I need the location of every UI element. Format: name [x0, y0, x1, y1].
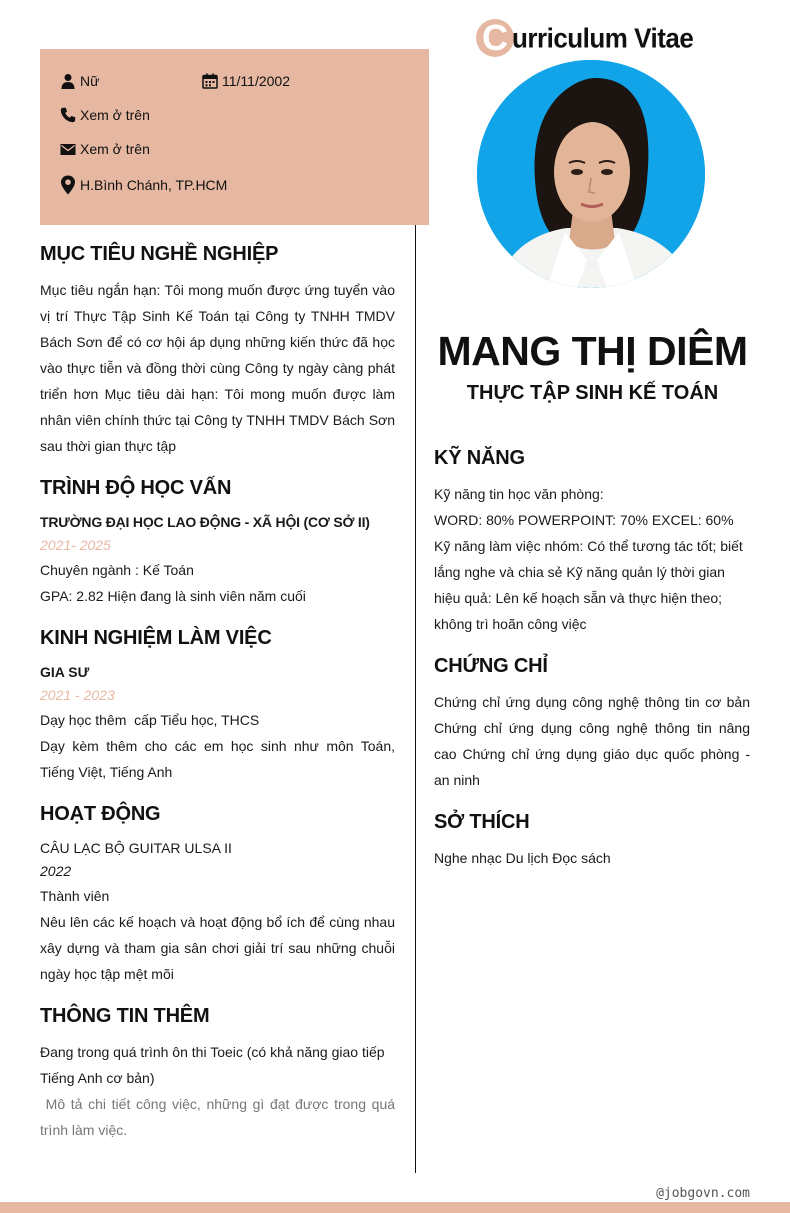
phone-icon [60, 107, 76, 123]
hobbies-text: Nghe nhạc Du lịch Đọc sách [434, 850, 611, 866]
certificates-text: Chứng chỉ ứng dụng công nghệ thông tin cơ bản Chứng chỉ ứng dụng công nghệ thông tin nâng cao Chứng chỉ ứng dụng giáo dục quốc phòng - an ninh [434, 694, 750, 788]
education-title: TRÌNH ĐỘ HỌC VẤN [40, 477, 232, 499]
gender-value: Nữ [80, 73, 100, 89]
phone-row [60, 107, 150, 123]
experience-line-1: Dạy học thêm cấp Tiểu học, THCS [40, 712, 260, 728]
hobbies-title: SỞ THÍCH [434, 811, 530, 833]
additional-text: Đang trong quá trình ôn thi Toeic (có khả năng giao tiếp Tiếng Anh cơ bản) [40, 1044, 385, 1086]
education-gpa: GPA: 2.82 Hiện đang là sinh viên năm cuối [40, 588, 306, 604]
objective-text: Mục tiêu ngắn hạn: Tôi mong muốn được ứng tuyển vào vị trí Thực Tập Sinh Kế Toán tại Công ty TNHH TMDV Bách Sơn để có cơ hội áp dụng những kiến thức đã học vào thực tiễn và đồng thời cùng Công ty ngày càng phát triển hơn Mục tiêu dài hạn: Tôi mong muốn được làm nhân viên chính thức tại Công ty TNHH TMDV Bách Sơn sau thời gian thực tập [40, 282, 395, 454]
location-pin-icon [60, 175, 76, 195]
mail-icon [60, 141, 76, 157]
education-major: Chuyên ngành : Kế Toán [40, 562, 194, 578]
activities-title: HOẠT ĐỘNG [40, 803, 161, 825]
watermark: @jobgovn.com [656, 1186, 750, 1201]
footer-bar [0, 1202, 790, 1213]
skills-line-2: WORD: 80% POWERPOINT: 70% EXCEL: 60% [434, 512, 734, 528]
birthday-value: 11/11/2002 [222, 73, 290, 89]
logo-letter: C [482, 17, 508, 58]
experience-line-2: Dạy kèm thêm cho các em học sinh như môn Toán, Tiếng Việt, Tiếng Anh [40, 738, 395, 780]
experience-role: GIA SƯ [40, 664, 90, 680]
email-row [60, 141, 150, 157]
contact-box [40, 49, 429, 225]
profile-photo [477, 60, 705, 288]
logo-circle [476, 19, 514, 57]
skills-title: KỸ NĂNG [434, 447, 525, 469]
objective-title: MỤC TIÊU NGHỀ NGHIỆP [40, 243, 279, 265]
experience-period: 2021 - 2023 [40, 687, 115, 703]
experience-title: KINH NGHIỆM LÀM VIỆC [40, 627, 272, 649]
gender-row [60, 73, 99, 89]
birthday-row [202, 73, 290, 89]
activities-desc: Nêu lên các kế hoạch và hoạt động bổ ích để cùng nhau xây dựng và tham gia sân chơi giải trí sau những chuỗi ngày học tập mệt mõi [40, 914, 395, 982]
additional-placeholder: Mô tả chi tiết công việc, những gì đạt được trong quá trình làm việc. [40, 1096, 399, 1138]
email-value: Xem ở trên [80, 141, 150, 157]
skills-line-1: Kỹ năng tin học văn phòng: [434, 486, 604, 502]
job-title: THỰC TẬP SINH KẾ TOÁN [466, 382, 719, 404]
cv-logo [476, 18, 693, 58]
calendar-icon [202, 73, 218, 89]
candidate-name: MANG THỊ DIÊM [437, 328, 748, 374]
education-school: TRƯỜNG ĐẠI HỌC LAO ĐỘNG - XÃ HỘI (CƠ SỞ II) [40, 514, 370, 530]
activities-club: CÂU LẠC BỘ GUITAR ULSA II [40, 840, 232, 856]
address-value: H.Bình Chánh, TP.HCM [80, 177, 228, 193]
activities-year: 2022 [40, 863, 72, 879]
column-divider [415, 225, 416, 1173]
person-icon [60, 73, 76, 89]
education-period: 2021- 2025 [40, 537, 111, 553]
skills-text: Kỹ năng làm việc nhóm: Có thể tương tác tốt; biết lắng nghe và chia sẻ Kỹ năng quản lý thời gian hiệu quả: Lên kế hoạch sẵn và thực hiện theo; không trì hoãn công việc [434, 538, 743, 632]
additional-title: THÔNG TIN THÊM [40, 1005, 210, 1027]
address-row [60, 175, 227, 195]
certificates-title: CHỨNG CHỈ [434, 655, 548, 677]
logo-text: urriculum Vitae [512, 21, 694, 54]
activities-role: Thành viên [40, 888, 110, 904]
phone-value: Xem ở trên [80, 107, 150, 123]
